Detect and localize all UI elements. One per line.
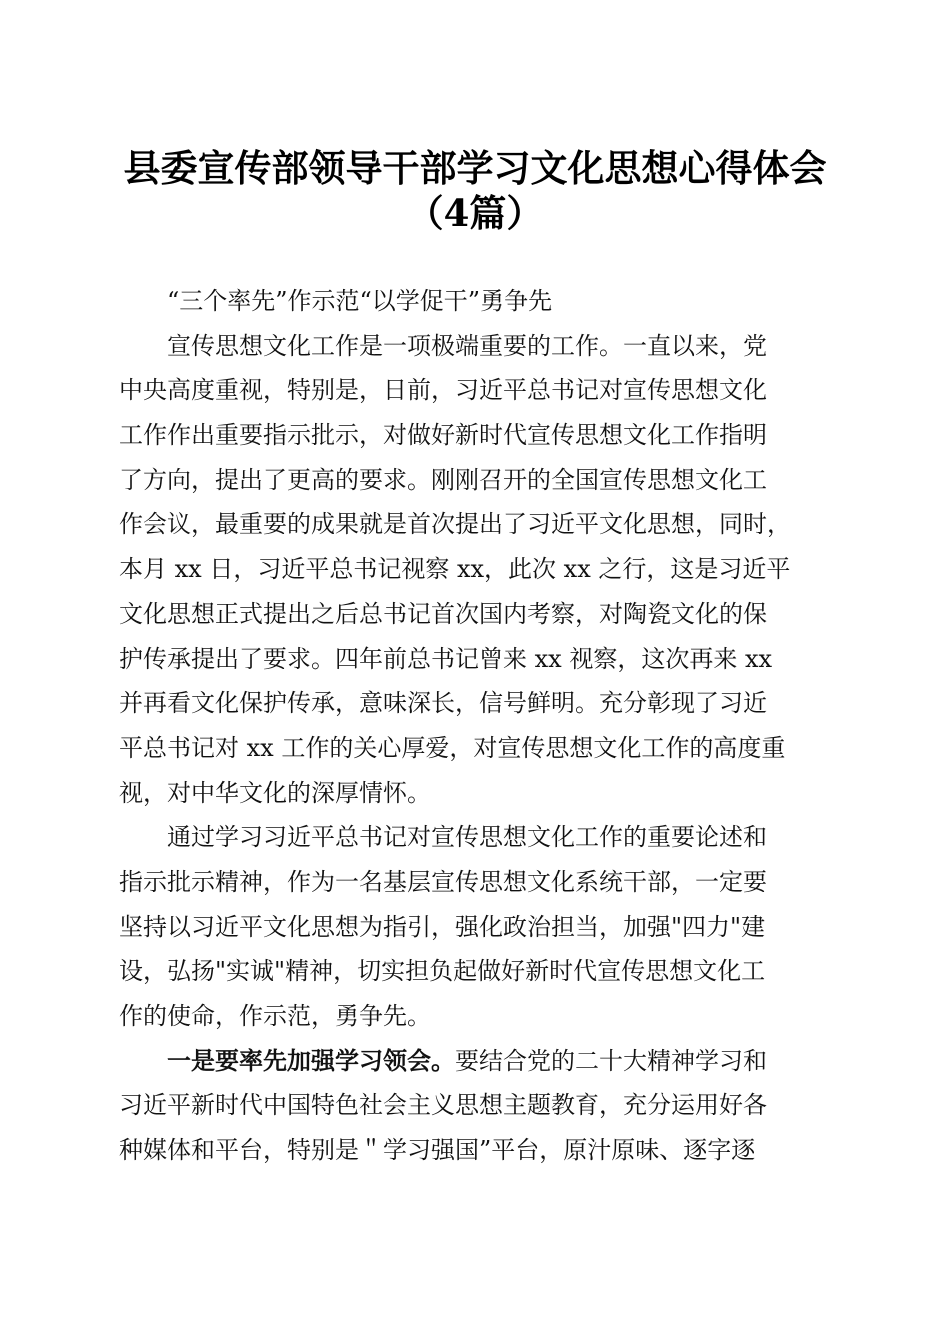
paragraph-line: 设，弘扬"实诚"精神，切实担负起做好新时代宣传思想文化工 (119, 957, 766, 986)
paragraph-line: 指示批示精神，作为一名基层宣传思想文化系统干部，一定要 (119, 867, 767, 896)
paragraph-line: 并再看文化保护传承，意味深长，信号鲜明。充分彰现了习近 (119, 689, 767, 718)
paragraph-line: 习近平新时代中国特色社会主义思想主题教育，充分运用好各 (119, 1091, 767, 1120)
paragraph (119, 1039, 831, 1173)
document-body (119, 279, 831, 1173)
paragraph-line: 文化思想正式提出之后总书记首次国内考察，对陶瓷文化的保 (119, 599, 767, 628)
paragraph-line: 坚持以习近平文化思想为指引，强化政治担当，加强"四力"建 (119, 912, 766, 941)
paragraph-line: 作会议，最重要的成果就是首次提出了习近平文化思想，同时， (119, 510, 791, 539)
paragraph (119, 324, 831, 816)
paragraph-lead-heading: 一是要率先加强学习领会。 (167, 1045, 455, 1075)
paragraph-line: 作的使命，作示范，勇争先。 (119, 1002, 431, 1030)
paragraph-line: 通过学习习近平总书记对宣传思想文化工作的重要论述和 (167, 823, 767, 852)
paragraph (119, 815, 831, 1038)
paragraph-line: 宣传思想文化工作是一项极端重要的工作。一直以来，党 (167, 331, 767, 360)
paragraph-line: 平总书记对 xx 工作的关心厚爱，对宣传思想文化工作的高度重 (119, 733, 786, 762)
paragraph-lead-rest: 要结合党的二十大精神学习和 (455, 1046, 767, 1075)
section-subtitle: “三个率先”作示范“以学促干”勇争先 (167, 287, 553, 315)
paragraph-line: 护传承提出了要求。四年前总书记曾来 xx 视察，这次再来 xx (119, 644, 773, 673)
paragraph-line: 了方向，提出了更高的要求。刚刚召开的全国宣传思想文化工 (119, 465, 767, 494)
paragraph-line: 种媒体和平台，特别是＂学习强国”平台，原汁原味、逐字逐 (119, 1136, 756, 1165)
paragraph-line: 视，对中华文化的深厚情怀。 (119, 778, 431, 807)
document-title-count: （4篇） (406, 191, 544, 235)
paragraph-line: 本月 xx 日，习近平总书记视察 xx，此次 xx 之行，这是习近平 (119, 555, 791, 584)
paragraph-line: 中央高度重视，特别是，日前，习近平总书记对宣传思想文化 (119, 376, 767, 405)
paragraph-line (119, 1039, 831, 1084)
paragraph-line: 工作作出重要指示批示，对做好新时代宣传思想文化工作指明 (119, 421, 767, 450)
document-title: 县委宣传部领导干部学习文化思想心得体会 (123, 146, 827, 190)
